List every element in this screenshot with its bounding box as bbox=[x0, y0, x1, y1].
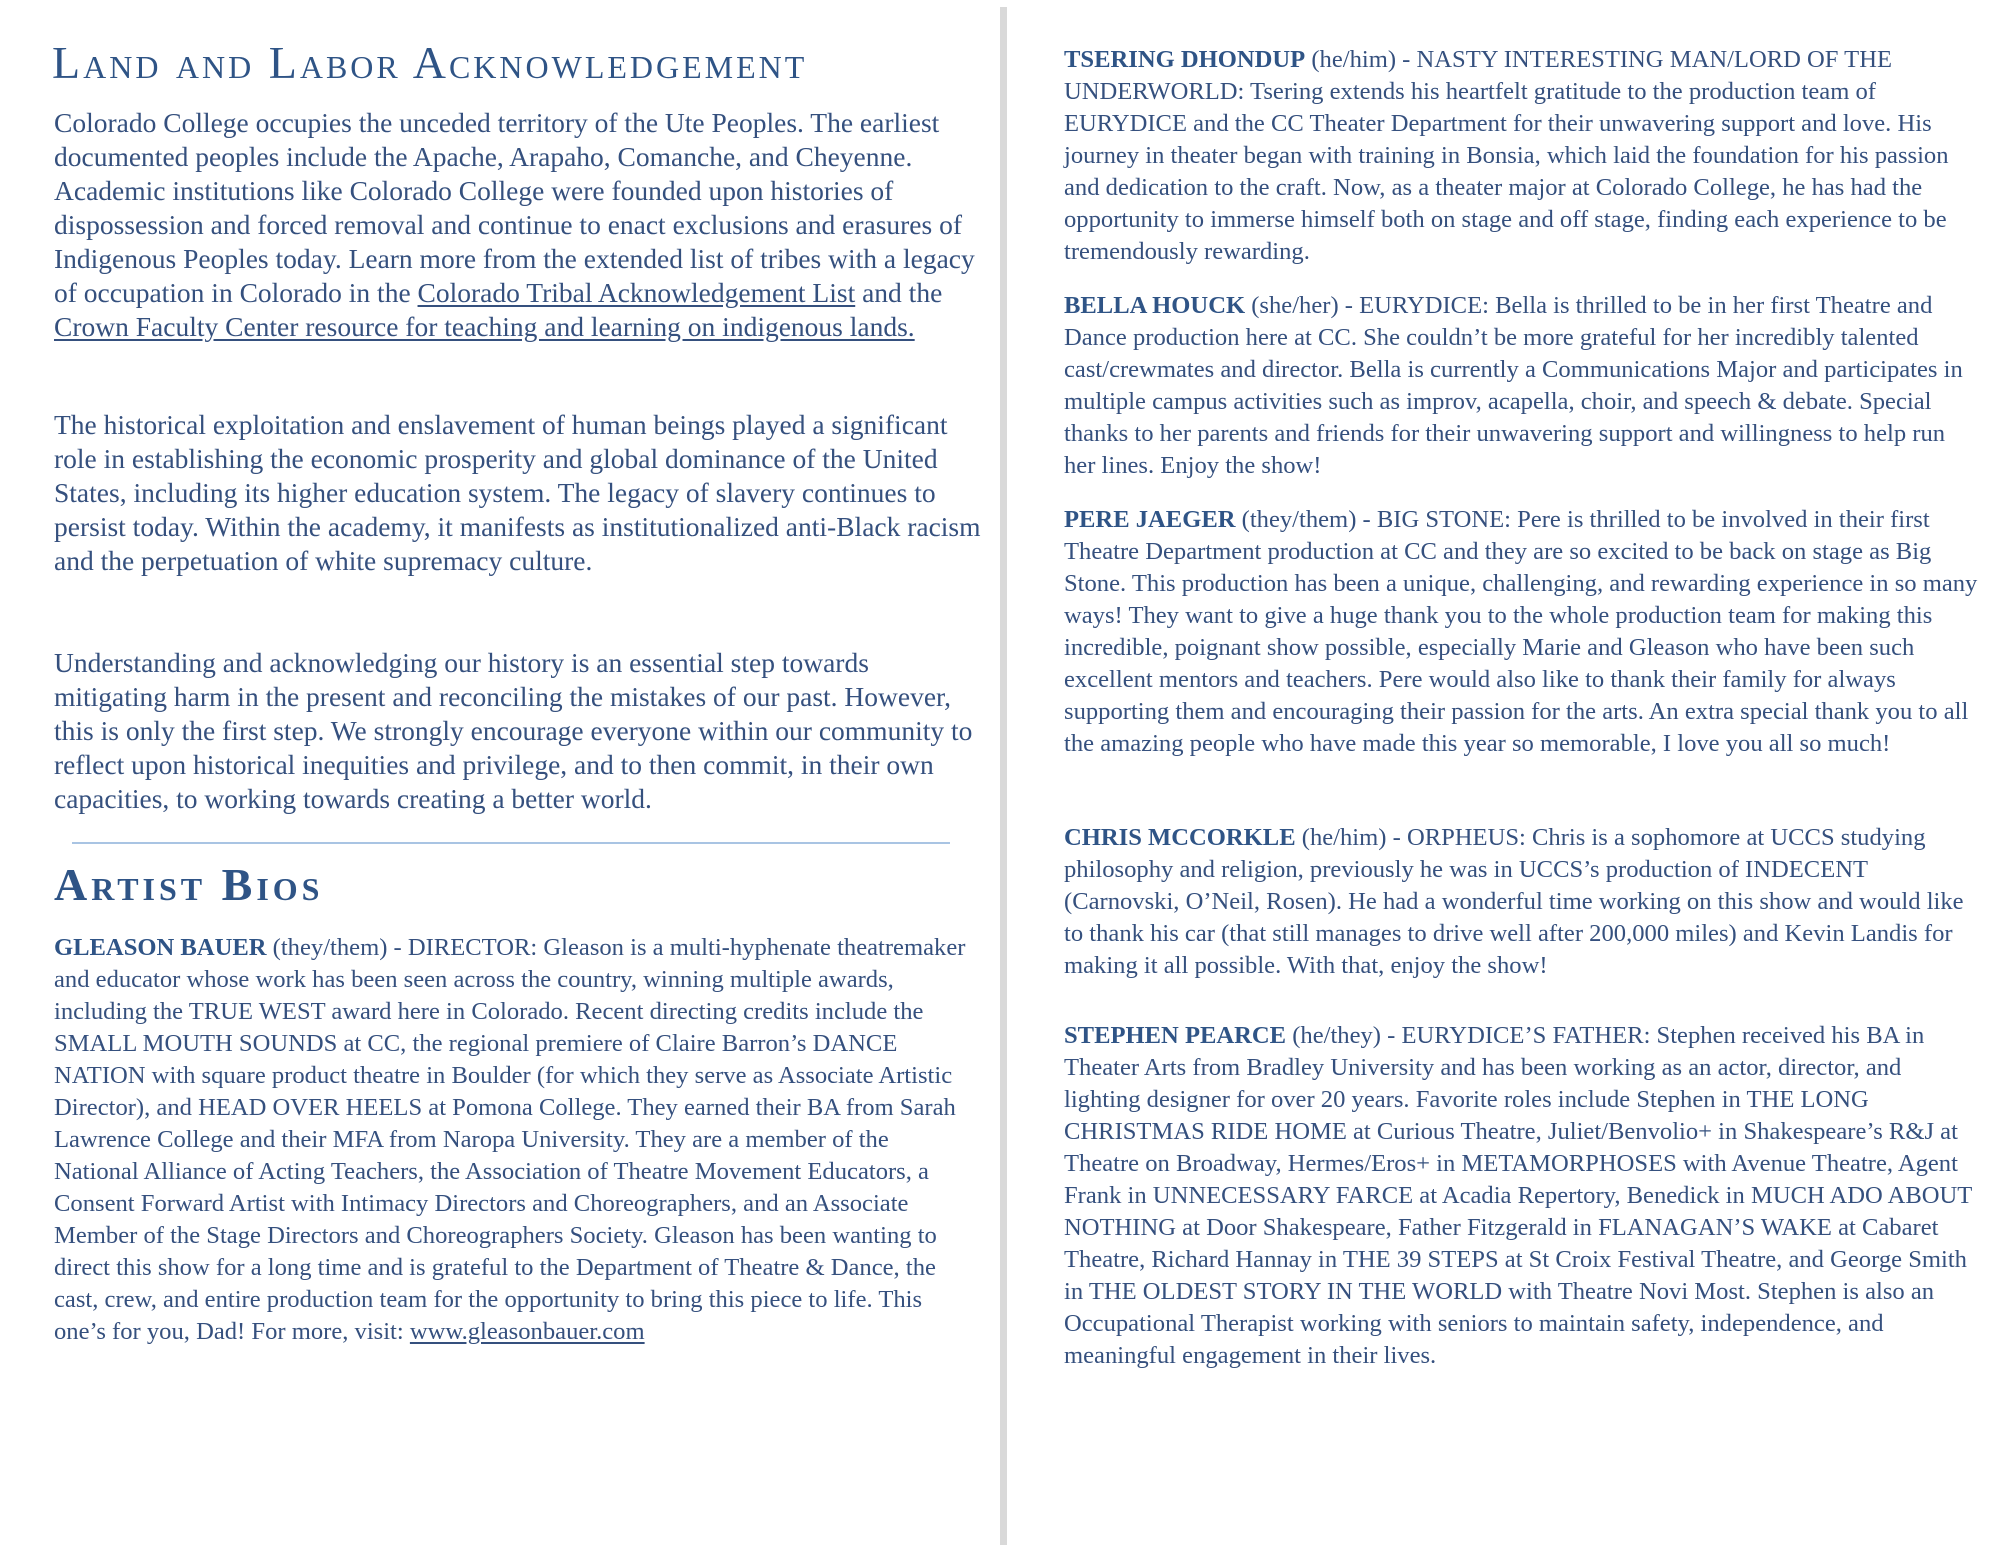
bio-name: CHRIS MCCORKLE bbox=[1064, 824, 1296, 851]
bio-name: TSERING DHONDUP bbox=[1064, 46, 1306, 73]
bio-stephen-pearce bbox=[1064, 1020, 1980, 1372]
land-acknowledgement-heading: Land and Labor Acknowledgement bbox=[52, 37, 808, 88]
land-paragraph-2: The historical exploitation and enslavement of human beings played a significant role in establishing the economic prosperity and global dominance of the United States, including its higher education system. The legacy of slavery continues to persist today. Within the academy, it manifests as institutionalized anti-Black racism and the perpetuation of white supremacy culture. bbox=[54, 409, 981, 576]
crown-faculty-center-link[interactable]: Crown Faculty Center resource for teaching and learning on indigenous lands. bbox=[54, 311, 915, 342]
colorado-tribal-list-link[interactable]: Colorado Tribal Acknowledgement List bbox=[417, 277, 856, 308]
bio-name: GLEASON BAUER bbox=[54, 934, 267, 961]
bio-pere-jaeger bbox=[1064, 504, 1980, 760]
bio-name: STEPHEN PEARCE bbox=[1064, 1022, 1287, 1049]
artist-bios-heading: Artist Bios bbox=[54, 859, 324, 910]
bio-name: BELLA HOUCK bbox=[1064, 292, 1246, 319]
land-paragraph-1-joiner: and the bbox=[855, 277, 943, 308]
bio-text: (he/him) - ORPHEUS: Chris is a sophomore at UCCS studying philosophy and religion, previously he was in UCCS’s production of INDECENT (Carnovski, O’Neil, Rosen). He had a wonderful time working on this show and would like to thank his car (that still manages to drive well after 200,000 miles) and Kevin Landis for making it all possible. With that, enjoy the show! bbox=[1064, 824, 1964, 979]
bio-name: PERE JAEGER bbox=[1064, 506, 1236, 533]
land-paragraph-1 bbox=[54, 106, 984, 344]
bio-chris-mccorkle bbox=[1064, 822, 1980, 982]
bio-text: (they/them) - BIG STONE: Pere is thrilled to be involved in their first Theatre Department production at CC and they are so excited to be back on stage as Big Stone. This production has been a unique, challenging, and rewarding experience in so many ways! They want to give a huge thank you to the whole production team for making this incredible, poignant show possible, especially Marie and Gleason who have been such excellent mentors and teachers. Pere would also like to thank their family for always supporting them and encouraging their passion for the arts. An extra special thank you to all the amazing people who have made this year so memorable, I love you all so much! bbox=[1064, 506, 1978, 757]
bio-text: (they/them) - DIRECTOR: Gleason is a multi-hyphenate theatremaker and educator whose work has been seen across the country, winning multiple awards, including the TRUE WEST award here in Colorado. Recent directing credits include the SMALL MOUTH SOUNDS at CC, the regional premiere of Claire Barron’s DANCE NATION with square product theatre in Boulder (for which they serve as Associate Artistic Director), and HEAD OVER HEELS at Pomona College. They earned their BA from Sarah Lawrence College and their MFA from Naropa University. They are a member of the National Alliance of Acting Teachers, the Association of Theatre Movement Educators, a Consent Forward Artist with Intimacy Directors and Choreographers, and an Associate Member of the Stage Directors and Choreographers Society. Gleason has been wanting to direct this show for a long time and is grateful to the Department of Theatre & Dance, the cast, crew, and entire production team for the opportunity to bring this piece to life. This one’s for you, Dad! For more, visit: bbox=[54, 934, 966, 1345]
bio-text: (he/they) - EURYDICE’S FATHER: Stephen received his BA in Theater Arts from Bradley University and has been working as an actor, director, and lighting designer for over 20 years. Favorite roles include Stephen in THE LONG CHRISTMAS RIDE HOME at Curious Theatre, Juliet/Benvolio+ in Shakespeare’s R&J at Theatre on Broadway, Hermes/Eros+ in METAMORPHOSES with Avenue Theatre, Agent Frank in UNNECESSARY FARCE at Acadia Repertory, Benedick in MUCH ADO ABOUT NOTHING at Door Shakespeare, Father Fitzgerald in FLANAGAN’S WAKE at Cabaret Theatre, Richard Hannay in THE 39 STEPS at St Croix Festival Theatre, and George Smith in THE OLDEST STORY IN THE WORLD with Theatre Novi Most. Stephen is also an Occupational Therapist working with seniors to maintain safety, independence, and meaningful engagement in their lives. bbox=[1064, 1022, 1972, 1369]
bio-tsering-dhondup bbox=[1064, 44, 1980, 268]
bio-gleason-bauer bbox=[54, 932, 974, 1348]
bio-text: (he/him) - NASTY INTERESTING MAN/LORD OF THE UNDERWORLD: Tsering extends his heartfelt gratitude to the production team of EURYDICE and the CC Theater Department for their unwavering support and love. His journey in theater began with training in Bonsia, which laid the foundation for his passion and dedication to the craft. Now, as a theater major at Colorado College, he has had the opportunity to immerse himself both on stage and off stage, finding each experience to be tremendously rewarding. bbox=[1064, 46, 1949, 265]
land-paragraph-1-text: Colorado College occupies the unceded territory of the Ute Peoples. The earliest documented peoples include the Apache, Arapaho, Comanche, and Cheyenne. Academic institutions like Colorado College were founded upon histories of dispossession and forced removal and continue to enact exclusions and erasures of Indigenous Peoples today. Learn more from the extended list of tribes with a legacy of occupation in Colorado in the bbox=[54, 107, 975, 308]
section-rule bbox=[72, 842, 950, 844]
gleason-website-link[interactable]: www.gleasonbauer.com bbox=[409, 1318, 645, 1345]
column-divider bbox=[1000, 7, 1007, 1545]
land-paragraph-3: Understanding and acknowledging our history is an essential step towards mitigating harm in the present and reconciling the mistakes of our past. However, this is only the first step. We strongly encourage everyone within our community to reflect upon historical inequities and privilege, and to then commit, in their own capacities, to working towards creating a better world. bbox=[54, 647, 973, 814]
bio-bella-houck bbox=[1064, 290, 1980, 482]
bio-text: (she/her) - EURYDICE: Bella is thrilled to be in her first Theatre and Dance production here at CC. She couldn’t be more grateful for her incredibly talented cast/crewmates and director. Bella is currently a Communications Major and participates in multiple campus activities such as improv, acapella, choir, and speech & debate. Special thanks to her parents and friends for their unwavering support and willingness to help run her lines. Enjoy the show! bbox=[1064, 292, 1963, 479]
